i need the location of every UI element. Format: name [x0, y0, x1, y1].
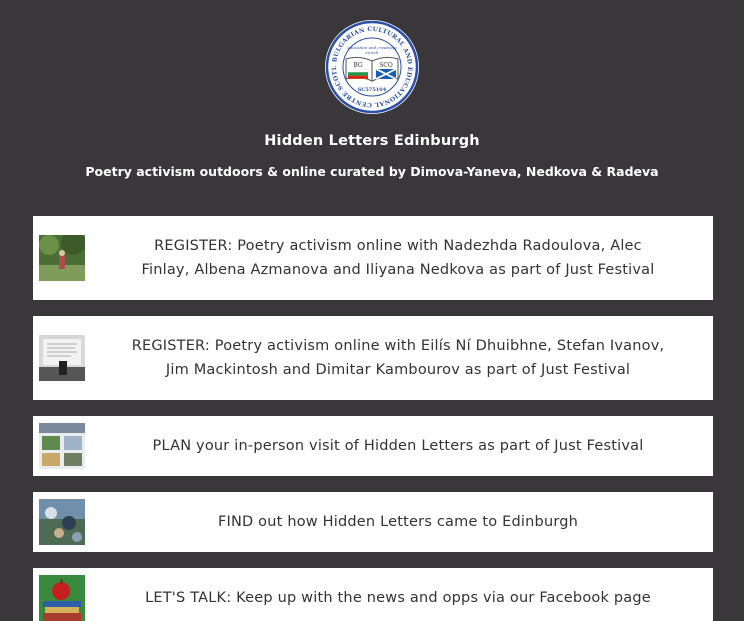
link-card-text[interactable]: REGISTER: Poetry activism online with Eilís Ní Dhuibhne, Stefan Ivanov, Jim Mackintosh and Dimitar Kambourov as part of Just Festival [131, 338, 665, 378]
link-card-lets-talk[interactable] [33, 568, 713, 621]
thumbnail-image [39, 335, 85, 381]
thumbnail-image [39, 235, 85, 281]
link-card-register-ni-dhuibhne[interactable] [33, 316, 713, 400]
thumbnail-image [39, 499, 85, 545]
logo-seal-icon [324, 19, 420, 115]
link-card-text[interactable]: REGISTER: Poetry activism online with Nadezhda Radoulova, Alec Finlay, Albena Azmanova and Iliyana Nedkova as part of Just Festival [141, 238, 655, 278]
link-card-text[interactable]: FIND out how Hidden Letters came to Edinburgh [217, 514, 579, 530]
svg-text:BG: BG [353, 62, 363, 69]
thumbnail-image [39, 575, 85, 621]
link-card-find-out[interactable] [33, 492, 713, 552]
link-card-text[interactable]: PLAN your in-person visit of Hidden Letters as part of Just Festival [152, 438, 644, 454]
thumbnail-image [39, 423, 85, 469]
svg-text:SCO: SCO [379, 62, 393, 69]
link-card-register-radoulova[interactable] [33, 216, 713, 300]
svg-text:SC575104: SC575104 [357, 87, 387, 93]
page-subtitle: Poetry activism outdoors & online curated by Dimova-Yaneva, Nedkova & Radeva [85, 164, 659, 179]
svg-text:education and creativity: education and creativity [347, 45, 397, 50]
organisation-logo[interactable] [324, 19, 420, 115]
page-title: Hidden Letters Edinburgh [264, 133, 480, 149]
link-card-text[interactable]: LET'S TALK: Keep up with the news and opps via our Facebook page [145, 590, 651, 606]
link-card-plan-visit[interactable] [33, 416, 713, 476]
svg-text:enrich: enrich [365, 50, 379, 55]
svg-text:BULGARIAN CULTURAL AND EDUCATI: BULGARIAN CULTURAL AND EDUCATIONAL CENTRE SCOTL [330, 25, 414, 109]
